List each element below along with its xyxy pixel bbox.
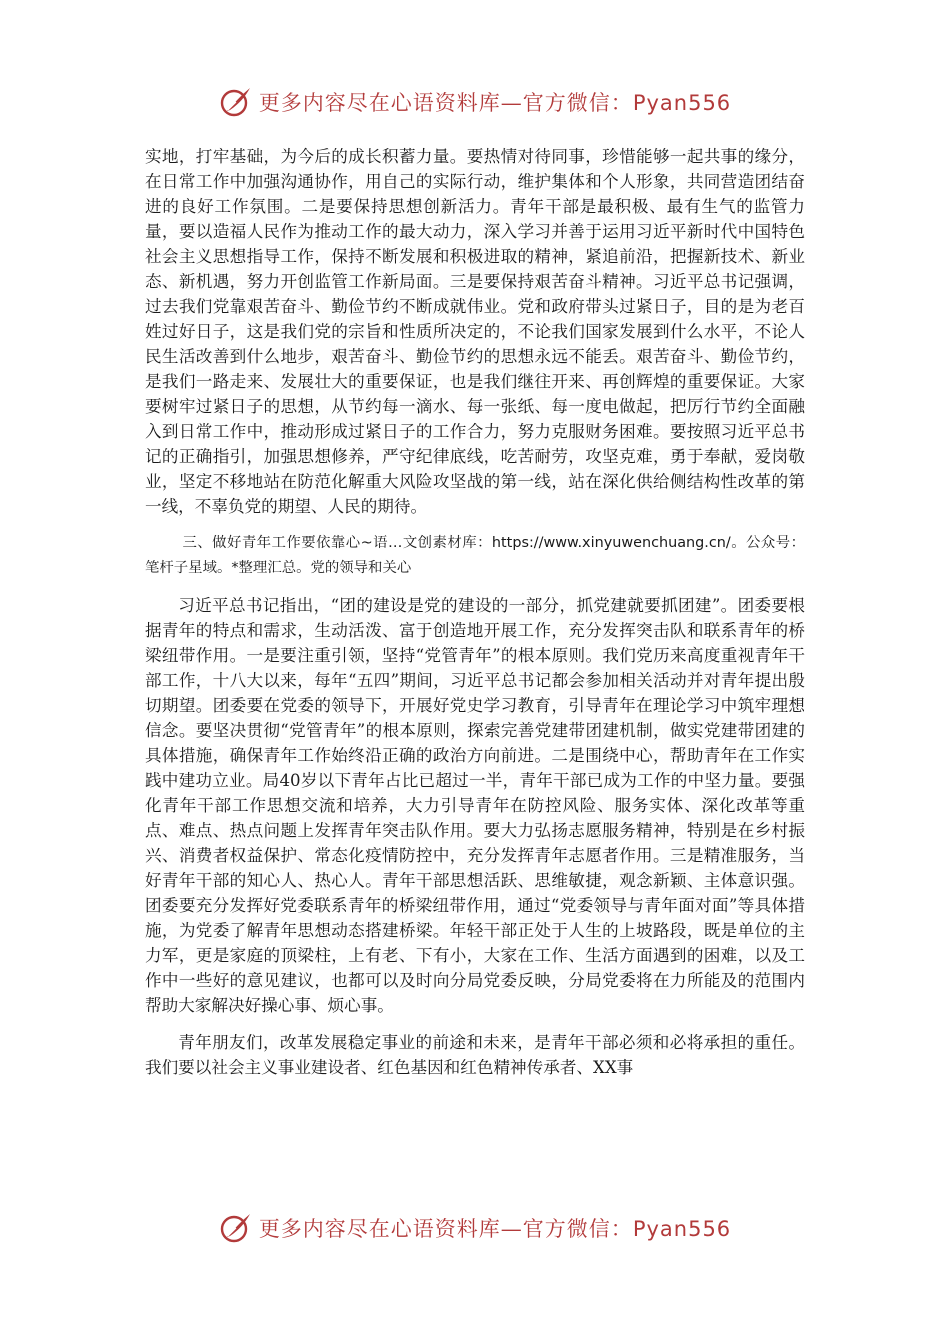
banner-text: 更多内容尽在心语资料库—官方微信：Pyan556	[258, 1217, 732, 1241]
wechat-id: Pyan556	[632, 91, 732, 115]
section-heading: 三、做好青年工作要依靠心~语…文创素材库：https://www.xinyuwenchuang.cn/。公众号：笔杆子星域。*整理汇总。党的领导和关心	[145, 535, 805, 576]
quill-pen-logo-icon	[219, 1211, 253, 1245]
banner-text: 更多内容尽在心语资料库—官方微信：Pyan556	[258, 91, 732, 115]
footer-banner	[0, 1208, 950, 1248]
wechat-id: Pyan556	[632, 1217, 732, 1241]
paragraph-2: 习近平总书记指出，“团的建设是党的建设的一部分，抓党建就要抓团建”。团委要根据青年的特点和需求，生动活泼、富于创造地开展工作，充分发挥突击队和联系青年的桥梁纽带作用。一是要注重引领，坚持“党管青年”的根本原则。我们党历来高度重视青年干部工作，十八大以来，每年“五四”期间，习近平总书记都会参加相关活动并对青年提出殷切期望。团委要在党委的领导下，开展好党史学习教育，引导青年在理论学习中筑牢理想信念。要坚决贯彻“党管青年”的根本原则，探索完善党建带团建机制，做实党建带团建的具体措施，确保青年工作始终沿正确的政治方向前进。二是围绕中心，帮助青年在工作实践中建功立业。局40岁以下青年占比已超过一半，青年干部已成为工作的中坚力量。要强化青年干部工作思想交流和培养，大力引导青年在防控风险、服务实体、深化改革等重点、难点、热点问题上发挥青年突击队作用。要大力弘扬志愿服务精神，特别是在乡村振兴、消费者权益保护、常态化疫情防控中，充分发挥青年志愿者作用。三是精准服务，当好青年干部的知心人、热心人。青年干部思想活跃、思维敏捷，观念新颖、主体意识强。团委要充分发挥好党委联系青年的桥梁纽带作用，通过“党委领导与青年面对面”等具体措施，为党委了解青年思想动态搭建桥梁。年轻干部正处于人生的上坡路段，既是单位的主力军，更是家庭的顶梁柱，上有老、下有小，大家在工作、生活方面遇到的困难，以及工作中一些好的意见建议，也都可以及时向分局党委反映，分局党委将在力所能及的范围内帮助大家解决好操心事、烦心事。	[145, 596, 805, 1015]
document-body	[145, 144, 805, 1080]
paragraph-1: 实地，打牢基础，为今后的成长积蓄力量。要热情对待同事，珍惜能够一起共事的缘分，在日常工作中加强沟通协作，用自己的实际行动，维护集体和个人形象，共同营造团结奋进的良好工作氛围。二是要保持思想创新活力。青年干部是最积极、最有生气的监管力量，要以造福人民作为推动工作的最大动力，深入学习并善于运用习近平新时代中国特色社会主义思想指导工作，保持不断发展和积极进取的精神，紧追前沿，把握新技术、新业态、新机遇，努力开创监管工作新局面。三是要保持艰苦奋斗精神。习近平总书记强调，过去我们党靠艰苦奋斗、勤俭节约不断成就伟业。党和政府带头过紧日子，目的是为老百姓过好日子，这是我们党的宗旨和性质所决定的，不论我们国家发展到什么水平，不论人民生活改善到什么地步，艰苦奋斗、勤俭节约的思想永远不能丢。艰苦奋斗、勤俭节约，是我们一路走来、发展壮大的重要保证，也是我们继往开来、再创辉煌的重要保证。大家要树牢过紧日子的思想，从节约每一滴水、每一张纸、每一度电做起，把厉行节约全面融入到日常工作中，推动形成过紧日子的工作合力，努力克服财务困难。要按照习近平总书记的正确指引，加强思想修养，严守纪律底线，吃苦耐劳，攻坚克难，勇于奉献，爱岗敬业，坚定不移地站在防范化解重大风险攻坚战的第一线，站在深化供给侧结构性改革的第一线，不辜负党的期望、人民的期待。	[145, 147, 805, 516]
quill-pen-logo-icon	[219, 85, 253, 119]
header-banner	[0, 82, 950, 122]
paragraph-3: 青年朋友们，改革发展稳定事业的前途和未来，是青年干部必须和必将承担的重任。我们要以社会主义事业建设者、红色基因和红色精神传承者、XX事	[145, 1033, 805, 1077]
